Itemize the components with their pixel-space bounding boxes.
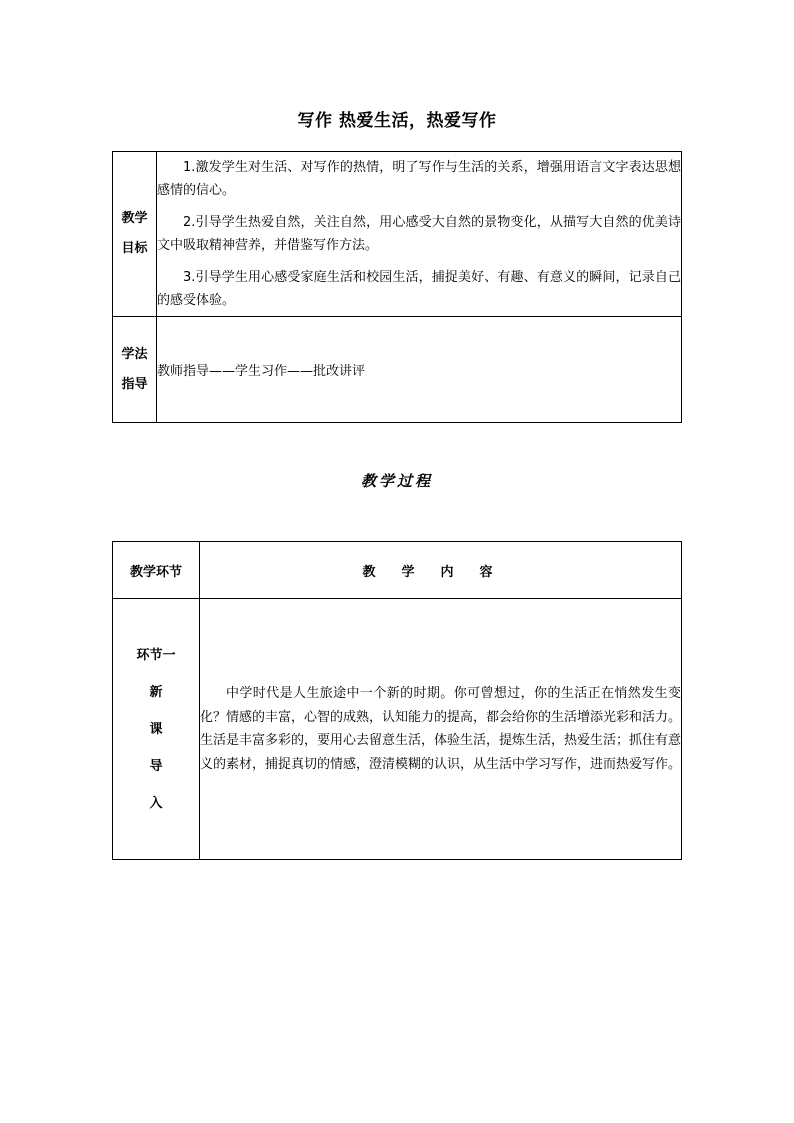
stage-line-5: 入 <box>149 795 163 811</box>
objectives-label-line1: 教学 <box>121 211 148 226</box>
stage-line-2: 新 <box>149 684 163 700</box>
header-stage: 教学环节 <box>113 542 200 599</box>
stage-row <box>113 599 682 860</box>
objectives-label <box>113 152 157 317</box>
objectives-content <box>157 152 682 317</box>
objectives-row <box>113 152 682 317</box>
method-label <box>113 317 157 423</box>
header-content: 教学内容 <box>200 542 682 599</box>
process-table <box>112 541 682 860</box>
stage-line-3: 课 <box>149 721 163 737</box>
objective-item-3: 3.引导学生用心感受家庭生活和校园生活，捕捉美好、有趣、有意义的瞬间，记录自己的感受体验。 <box>157 270 681 308</box>
stage-content-text: 中学时代是人生旅途中一个新的时期。你可曾想过，你的生活正在悄然发生变化？情感的丰富，心智的成熟，认知能力的提高，都会给你的生活增添光彩和活力。生活是丰富多彩的，要用心去留意生活，体验生活，提炼生活，热爱生活；抓住有意义的素材，捕捉真切的情感，澄清模糊的认识，从生活中学习写作，进而热爱写作。 <box>200 686 682 772</box>
stage-content <box>200 599 682 860</box>
objective-item-1: 1.激发学生对生活、对写作的热情，明了写作与生活的关系，增强用语言文字表达思想感情的信心。 <box>157 160 681 198</box>
method-label-line2: 指导 <box>121 376 148 392</box>
method-text: 教师指导——学生习作——批改讲评 <box>157 317 682 423</box>
process-header-row <box>113 542 682 599</box>
method-label-line1: 学法 <box>121 346 148 362</box>
method-row <box>113 317 682 423</box>
document-title: 写作 热爱生活，热爱写作 <box>297 111 497 131</box>
objectives-table <box>112 151 682 423</box>
stage-line-1: 环节一 <box>136 647 176 663</box>
stage-label <box>113 599 200 860</box>
stage-line-4: 导 <box>149 758 163 774</box>
objective-item-2: 2.引导学生热爱自然，关注自然，用心感受大自然的景物变化，从描写大自然的优美诗文中吸取精神营养，并借鉴写作方法。 <box>157 215 681 253</box>
objectives-label-line2: 目标 <box>121 241 148 256</box>
process-title: 教学过程 <box>360 472 433 490</box>
